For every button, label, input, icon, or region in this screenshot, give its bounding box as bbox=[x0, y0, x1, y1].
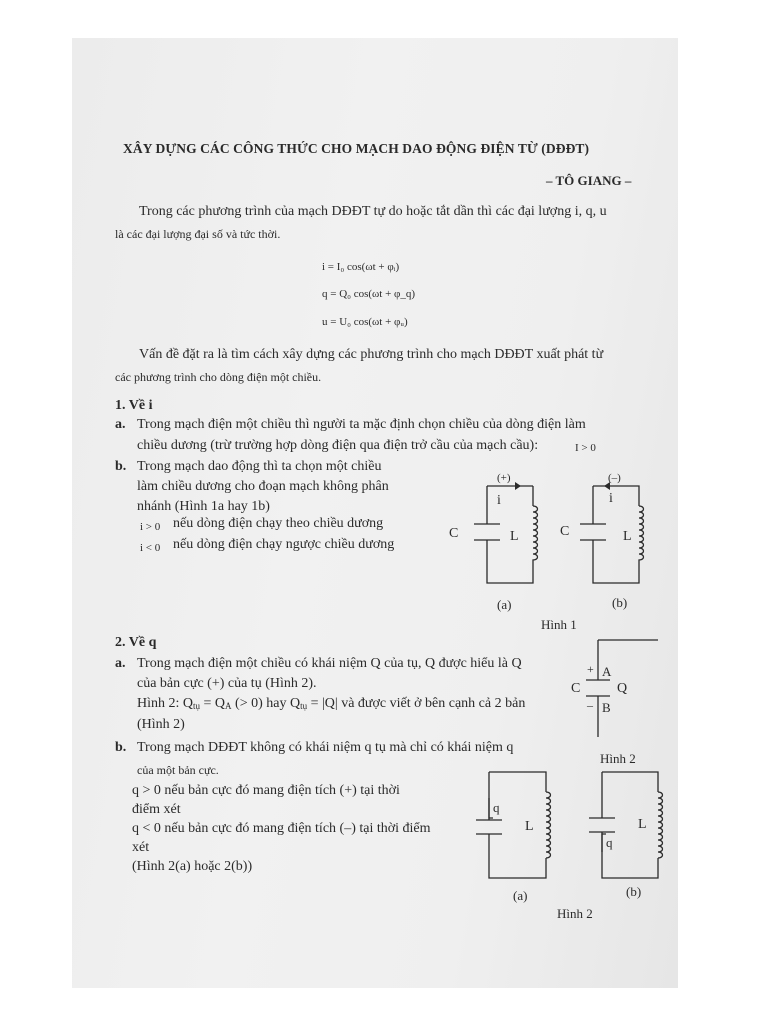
circuit-b-sign: (–) bbox=[608, 472, 621, 484]
section-1b-pos-text: nếu dòng điện chạy theo chiều dương bbox=[173, 516, 384, 531]
fig2-plus-sign: + bbox=[587, 662, 594, 676]
circuit-2b-wire bbox=[602, 772, 658, 878]
section-1b-line-3: nhánh (Hình 1a hay 1b) bbox=[137, 499, 270, 514]
section-2b-line-6: xét bbox=[132, 840, 150, 855]
figure-2b-label: (b) bbox=[626, 884, 642, 899]
section-2a-marker: a. bbox=[115, 656, 126, 671]
circuit-2a-q-label: q bbox=[493, 800, 500, 815]
intro-line-1: Trong các phương trình của mạch DĐĐT tự do hoặc tắt dần thì các đại lượng i, q, u bbox=[139, 204, 607, 219]
document-title: XÂY DỰNG CÁC CÔNG THỨC CHO MẠCH DAO ĐỘNG ĐIỆN TỪ (DĐĐT) bbox=[123, 141, 590, 156]
fig2-plate-a-label: A bbox=[602, 664, 612, 679]
section-1b-pos-condition: i > 0 bbox=[140, 521, 161, 533]
section-2b-line-7: (Hình 2(a) hoặc 2(b)) bbox=[132, 859, 253, 874]
figure-2-caption-top: Hình 2 bbox=[600, 751, 636, 766]
equation-u: u = U₀ cos(ωt + φᵤ) bbox=[322, 316, 408, 328]
section-2b-line-4: điểm xét bbox=[132, 802, 181, 817]
fig2-charge-label: Q bbox=[617, 681, 628, 696]
section-2a-line-4: (Hình 2) bbox=[137, 717, 185, 732]
fig2-plate-b-label: B bbox=[602, 700, 611, 715]
section-1b-neg-condition: i < 0 bbox=[140, 542, 161, 554]
section-1a-marker: a. bbox=[115, 417, 126, 432]
equation-i: i = I₀ cos(ωt + φᵢ) bbox=[322, 261, 400, 273]
author-name: – TÔ GIANG – bbox=[546, 173, 632, 188]
circuit-2b-q-label: q bbox=[606, 835, 613, 850]
section-2a-line-2: của bản cực (+) của tụ (Hình 2). bbox=[137, 676, 317, 691]
figure-2-caption-bottom: Hình 2 bbox=[557, 906, 593, 921]
figure-1b-label: (b) bbox=[612, 595, 628, 610]
circuit-2a-inductor-coil bbox=[546, 792, 551, 858]
problem-line-1: Vấn đề đặt ra là tìm cách xây dựng các phương trình cho mạch DĐĐT xuất phát từ bbox=[139, 347, 604, 362]
circuit-a-sign: (+) bbox=[497, 472, 511, 484]
section-2b-marker: b. bbox=[115, 740, 127, 755]
section-1b-neg-text: nếu dòng điện chạy ngược chiều dương bbox=[173, 537, 395, 552]
section-2a-line-3: Hình 2: $Q_{tụ} = Q_A$ (> 0) hay $Q_{tụ} = |Q|$ và được viết ở bên cạnh cả 2 bản bbox=[137, 696, 526, 711]
circuit-b-cap-label: C bbox=[560, 524, 570, 539]
circuit-2a-ind-label: L bbox=[525, 819, 534, 834]
section-1a-line-1: Trong mạch điện một chiều thì người ta mặc định chọn chiều của dòng điện làm bbox=[137, 417, 586, 432]
problem-line-2: các phương trình cho dòng điện một chiều. bbox=[115, 370, 322, 384]
section-2b-line-1: Trong mạch DĐĐT không có khái niệm q tụ mà chỉ có khái niệm q bbox=[137, 740, 514, 755]
section-1a-line-2: chiều dương (trừ trường hợp dòng điện qua điện trở cầu của mạch cầu): bbox=[137, 438, 539, 453]
section-2b-line-2: của một bản cực. bbox=[137, 763, 219, 777]
circuit-2b-inductor-coil bbox=[658, 792, 663, 858]
figure-1a-label: (a) bbox=[497, 597, 512, 612]
section-2-heading: 2. Về q bbox=[115, 635, 157, 650]
circuit-b-ind-label: L bbox=[623, 529, 632, 544]
section-1b-line-1: Trong mạch dao động thì ta chọn một chiều bbox=[137, 459, 382, 474]
equation-q: q = Q₀ cos(ωt + φ_q) bbox=[322, 288, 416, 300]
section-1b-line-2: làm chiều dương cho đoạn mạch không phân bbox=[137, 479, 389, 494]
circuit-2a-wire bbox=[489, 772, 546, 878]
section-1a-condition: I > 0 bbox=[575, 442, 596, 454]
figure-2a-label: (a) bbox=[513, 888, 528, 903]
circuit-b-current: i bbox=[609, 491, 613, 506]
intro-line-2: là các đại lượng đại số và tức thời. bbox=[115, 227, 281, 241]
section-2b-line-3: q > 0 nếu bản cực đó mang điện tích (+) tại thời bbox=[132, 783, 400, 798]
fig2-cap-label: C bbox=[571, 681, 581, 696]
section-1b-marker: b. bbox=[115, 459, 127, 474]
section-2b-line-5: q < 0 nếu bản cực đó mang điện tích (–) tại thời điểm bbox=[132, 821, 431, 836]
section-2a-line-1: Trong mạch điện một chiều có khái niệm Q của tụ, Q được hiểu là Q bbox=[137, 656, 522, 671]
circuit-a-current: i bbox=[497, 493, 501, 508]
circuit-2b-ind-label: L bbox=[638, 817, 647, 832]
fig2-minus-sign: – bbox=[587, 698, 593, 712]
circuit-a-cap-label: C bbox=[449, 526, 459, 541]
section-1-heading: 1. Về i bbox=[115, 398, 153, 413]
figure-1-caption: Hình 1 bbox=[541, 617, 577, 632]
circuit-a-ind-label: L bbox=[510, 529, 519, 544]
